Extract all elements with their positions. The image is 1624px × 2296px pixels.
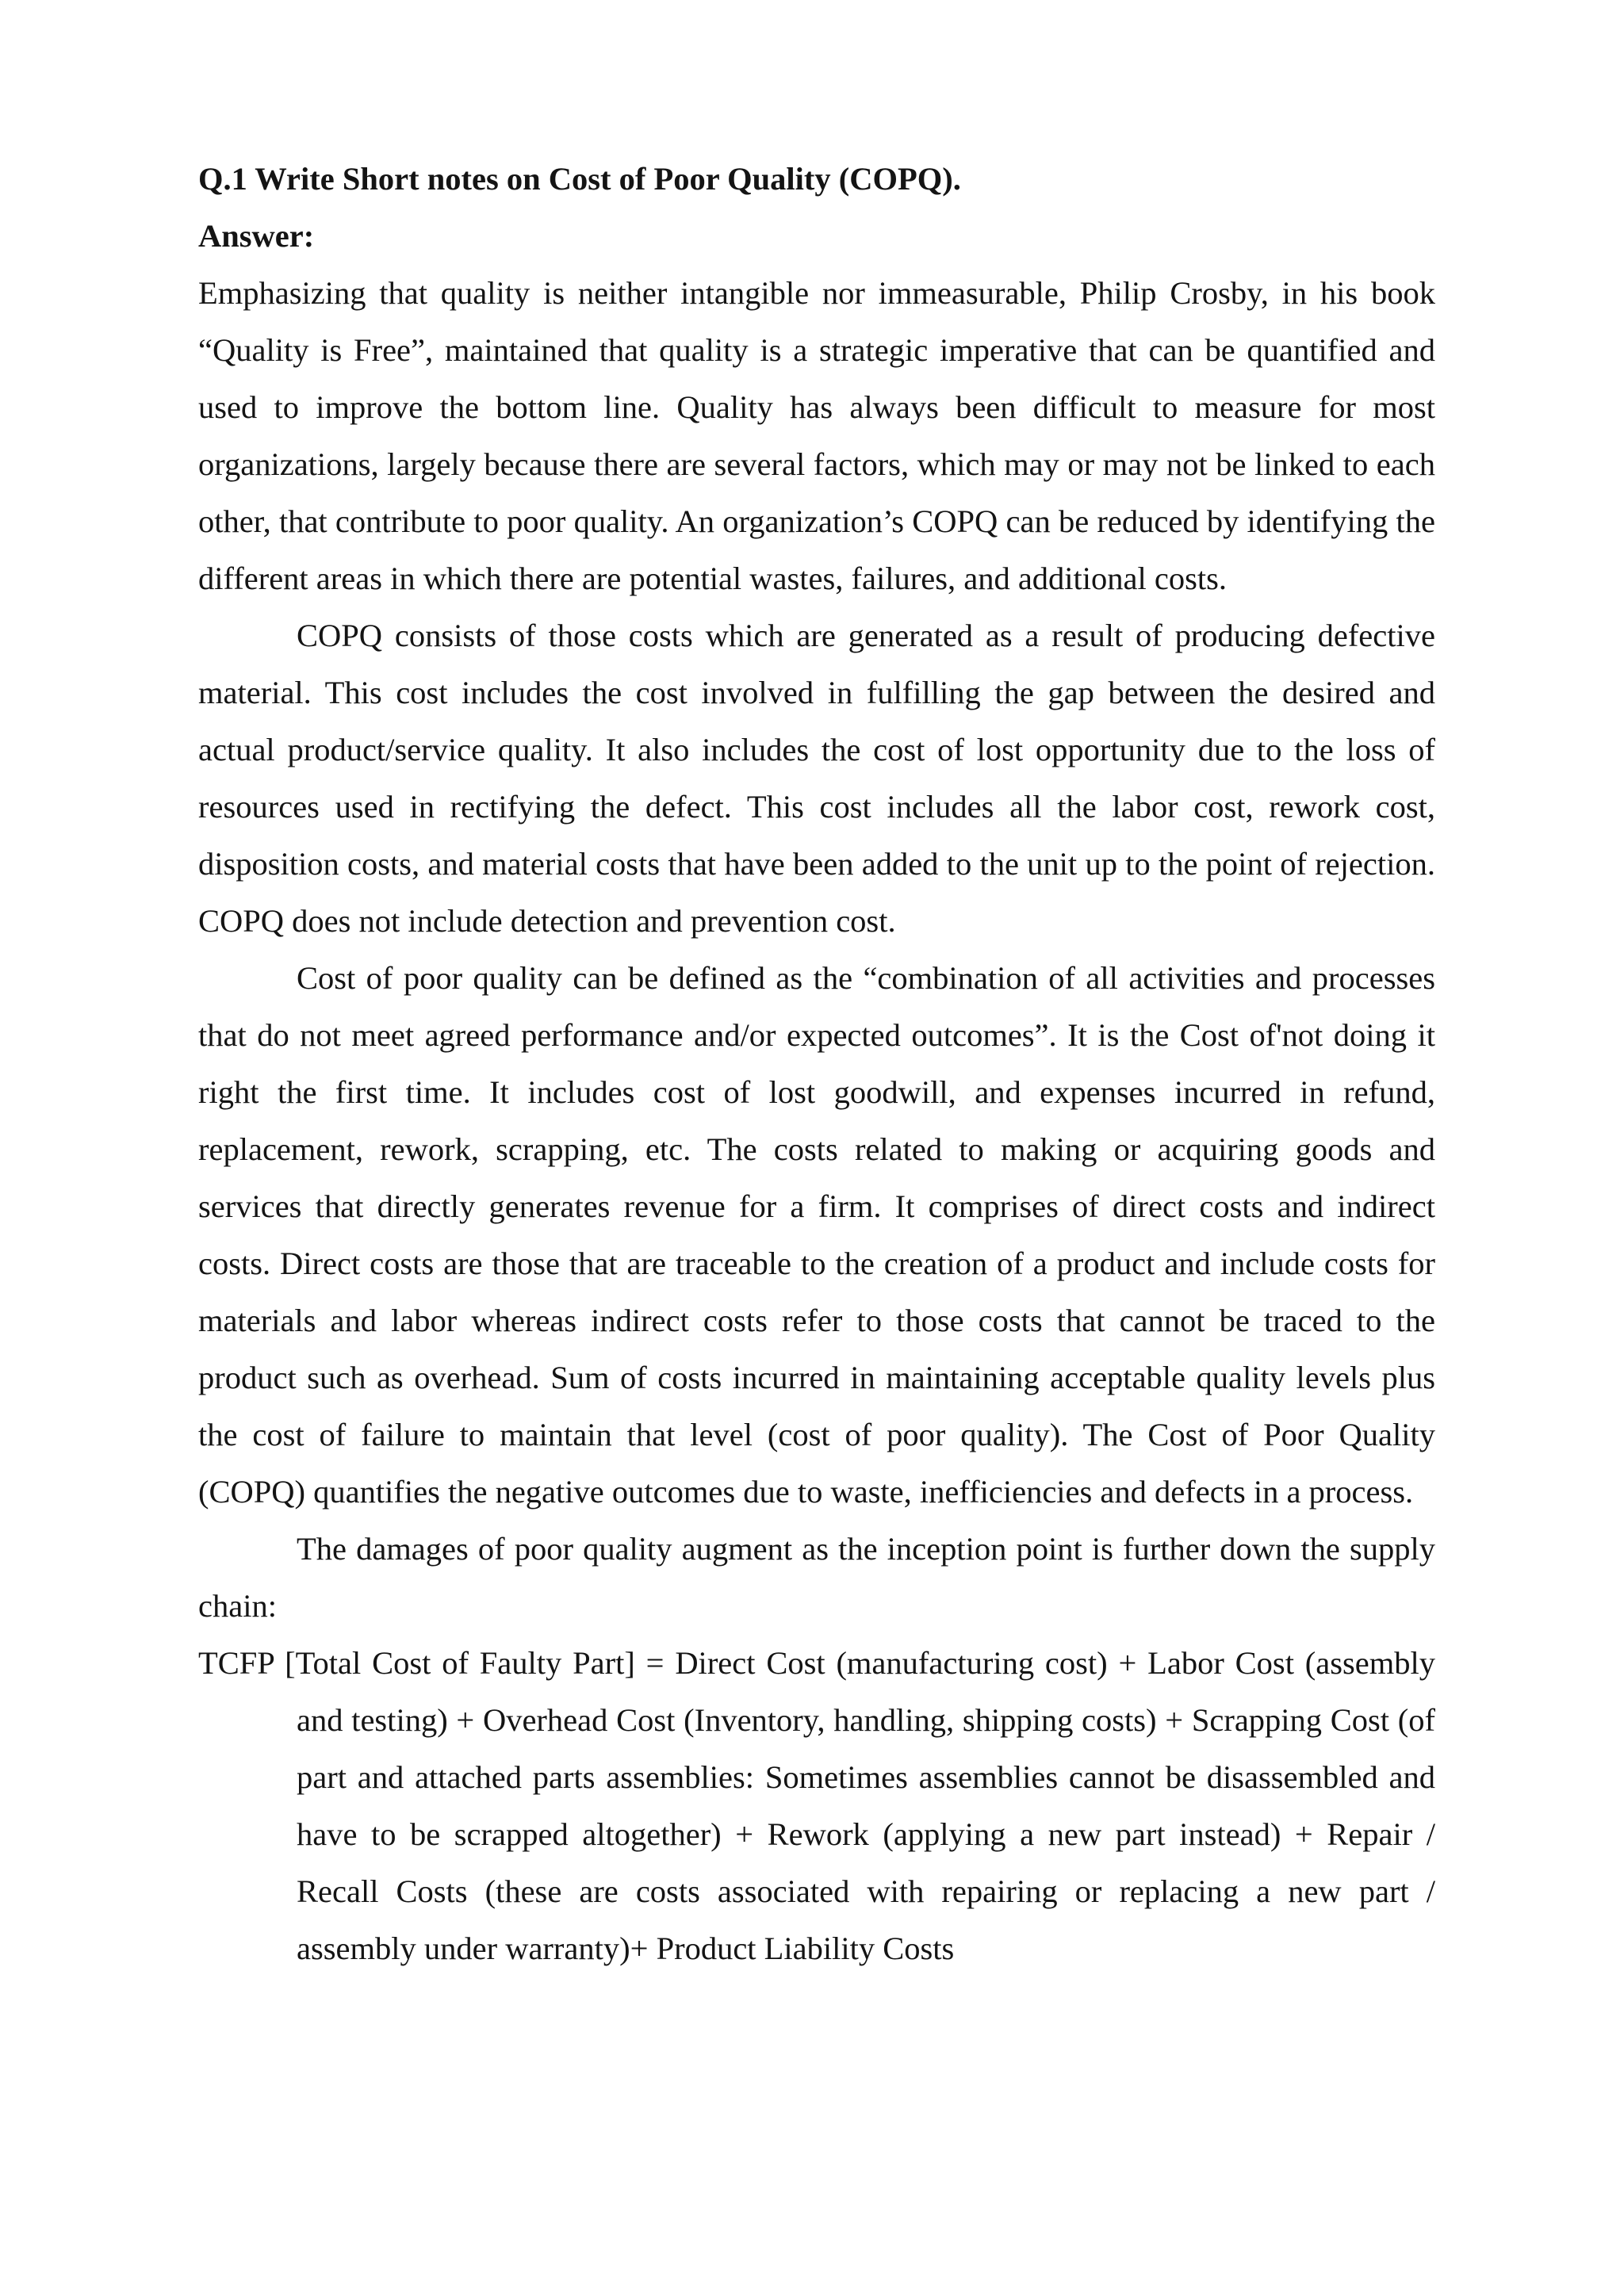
question-heading: Q.1 Write Short notes on Cost of Poor Quality (COPQ).: [198, 161, 961, 197]
paragraph-intro: Emphasizing that quality is neither intangible nor immeasurable, Philip Crosby, in his book “Quality is Free”, maintained that quality is a strategic imperative that can be quantified and used to improve the bottom line. Quality has always been difficult to measure for most organizations, largely because there are several factors, which may or may not be linked to each other, that contribute to poor quality. An organization’s COPQ can be reduced by identifying the different areas in which there are potential wastes, failures, and additional costs.: [198, 275, 1435, 596]
answer-label: Answer:: [198, 218, 315, 254]
tcfp-formula: TCFP [Total Cost of Faulty Part] = Direct Cost (manufacturing cost) + Labor Cost (assembly and testing) + Overhead Cost (Inventory, handling, shipping costs) + Scrapping Cost (of part and attached parts assemblies: Sometimes assemblies cannot be disassembled and have to be scrapped altogether) + Rework (applying a new part instead) + Repair / Recall Costs (these are costs associated with repairing or replacing a new part / assembly under warranty)+ Product Liability Costs: [198, 1645, 1435, 1966]
paragraph-copq-definition: COPQ consists of those costs which are generated as a result of producing defective material. This cost includes the cost involved in fulfilling the gap between the desired and actual product/service quality. It also includes the cost of lost opportunity due to the loss of resources used in rectifying the defect. This cost includes all the labor cost, rework cost, disposition costs, and material costs that have been added to the unit up to the point of rejection. COPQ does not include detection and prevention cost.: [198, 618, 1435, 939]
document-page: [198, 151, 1435, 1977]
paragraph-cost-of-poor-quality: Cost of poor quality can be defined as the “combination of all activities and processes that do not meet agreed performance and/or expected outcomes”. It is the Cost of'not doing it right the first time. It includes cost of lost goodwill, and expenses incurred in refund, replacement, rework, scrapping, etc. The costs related to making or acquiring goods and services that directly generates revenue for a firm. It comprises of direct costs and indirect costs. Direct costs are those that are traceable to the creation of a product and include costs for materials and labor whereas indirect costs refer to those costs that cannot be traced to the product such as overhead. Sum of costs incurred in maintaining acceptable quality levels plus the cost of failure to maintain that level (cost of poor quality). The Cost of Poor Quality (COPQ) quantifies the negative outcomes due to waste, inefficiencies and defects in a process.: [198, 960, 1435, 1510]
paragraph-supply-chain: The damages of poor quality augment as the inception point is further down the supply chain:: [198, 1531, 1435, 1624]
